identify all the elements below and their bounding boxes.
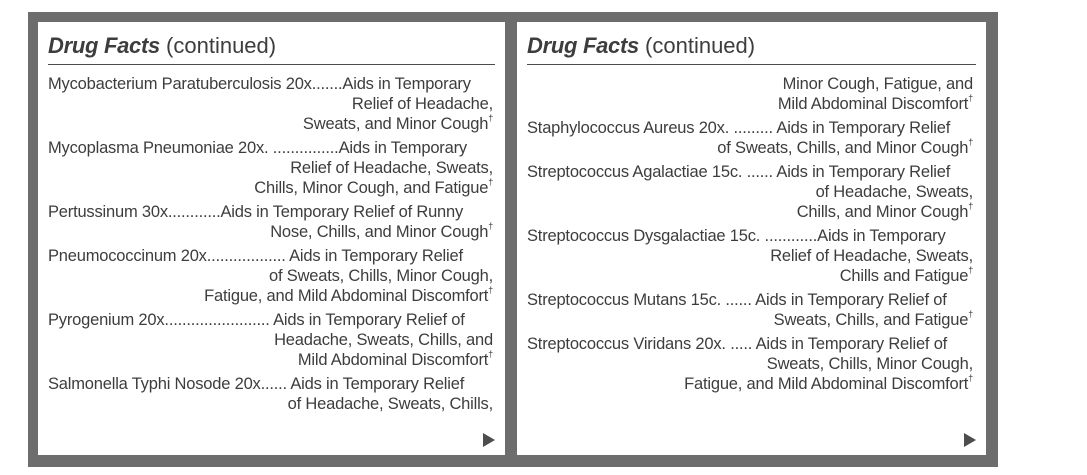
ingredient-line <box>48 286 493 306</box>
ingredient-entry <box>48 246 505 306</box>
ingredient-line-text: Sweats, Chills, and Fatigue <box>773 311 969 329</box>
ingredient-line-text: Sweats, and Minor Cough <box>302 115 489 133</box>
ingredient-line <box>48 350 493 370</box>
ingredient-line: Pneumococcinum 20x.................. Aids in Temporary Relief <box>48 247 463 265</box>
ingredient-line <box>48 330 493 350</box>
ingredient-list <box>48 74 505 418</box>
ingredient-line-text: Chills and Fatigue <box>839 267 969 285</box>
ingredient-line-text: Chills, and Minor Cough <box>796 203 969 221</box>
ingredient-line-text: Relief of Headache, Sweats, <box>290 159 493 177</box>
ingredient-line <box>527 374 973 394</box>
ingredient-line: Streptococcus Viridans 20x. ..... Aids in Temporary Relief of <box>527 335 948 353</box>
ingredient-line-text: Relief of Headache, Sweats, <box>770 247 973 265</box>
drug-facts-frame <box>28 12 998 467</box>
ingredient-entry <box>48 202 505 242</box>
dagger-footnote-mark: † <box>968 265 973 275</box>
panel-title-bold: Drug Facts <box>48 33 160 58</box>
dagger-footnote-mark: † <box>488 221 493 231</box>
ingredient-line <box>48 178 493 198</box>
ingredient-line <box>527 266 973 286</box>
ingredient-entry <box>527 290 986 330</box>
panel-title-rest: (continued) <box>638 33 756 58</box>
ingredient-line-text: Nose, Chills, and Minor Cough <box>270 223 489 241</box>
ingredient-line: Mycobacterium Paratuberculosis 20x.......Aids in Temporary <box>48 75 471 93</box>
ingredient-line-text: of Headache, Sweats, <box>815 183 973 201</box>
ingredient-entry <box>48 74 505 134</box>
ingredient-line-text: Mild Abdominal Discomfort <box>777 95 969 113</box>
dagger-footnote-mark: † <box>968 93 973 103</box>
ingredient-line <box>527 74 973 94</box>
ingredient-line <box>48 158 493 178</box>
dagger-footnote-mark: † <box>488 349 493 359</box>
panel-title <box>527 28 976 65</box>
ingredient-entry <box>48 374 505 414</box>
ingredient-entry <box>48 310 505 370</box>
ingredient-line-text: Relief of Headache, <box>351 95 493 113</box>
ingredient-line: Salmonella Typhi Nosode 20x...... Aids in Temporary Relief <box>48 375 465 393</box>
ingredient-line <box>48 266 493 286</box>
ingredient-entry <box>527 226 986 286</box>
ingredient-line <box>527 246 973 266</box>
ingredient-line-text: Sweats, Chills, Minor Cough, <box>766 355 973 373</box>
ingredient-line-text: of Sweats, Chills, and Minor Cough <box>717 139 969 157</box>
ingredient-line <box>48 114 493 134</box>
ingredient-line: Streptococcus Agalactiae 15c. ...... Aids in Temporary Relief <box>527 163 951 181</box>
ingredient-line-text: Fatigue, and Mild Abdominal Discomfort <box>684 375 969 393</box>
ingredient-line-text: Headache, Sweats, Chills, and <box>274 331 493 349</box>
ingredient-list <box>527 74 986 398</box>
ingredient-line: Streptococcus Dysgalactiae 15c. ............Aids in Temporary <box>527 227 946 245</box>
ingredient-line: Pertussinum 30x............Aids in Temporary Relief of Runny <box>48 203 464 221</box>
ingredient-line <box>48 222 493 242</box>
ingredient-line: Pyrogenium 20x........................ Aids in Temporary Relief of <box>48 311 465 329</box>
ingredient-line: Staphylococcus Aureus 20x. ......... Aids in Temporary Relief <box>527 119 951 137</box>
panel-title <box>48 28 495 65</box>
dagger-footnote-mark: † <box>488 113 493 123</box>
ingredient-entry <box>527 118 986 158</box>
ingredient-line-text: of Sweats, Chills, Minor Cough, <box>269 267 493 285</box>
ingredient-entry <box>48 138 505 198</box>
panel-title-rest: (continued) <box>159 33 277 58</box>
dagger-footnote-mark: † <box>488 285 493 295</box>
ingredient-line-text: Chills, Minor Cough, and Fatigue <box>254 179 489 197</box>
ingredient-entry <box>527 162 986 222</box>
dagger-footnote-mark: † <box>968 309 973 319</box>
ingredient-entry <box>527 334 986 394</box>
ingredient-line <box>527 138 973 158</box>
dagger-footnote-mark: † <box>968 137 973 147</box>
dagger-footnote-mark: † <box>488 177 493 187</box>
panel-title-bold: Drug Facts <box>527 33 639 58</box>
ingredient-line <box>527 182 973 202</box>
drug-facts-panel-left <box>38 22 505 455</box>
ingredient-line-text: Minor Cough, Fatigue, and <box>782 75 973 93</box>
ingredient-line <box>527 94 973 114</box>
ingredient-line <box>527 310 973 330</box>
ingredient-line <box>48 94 493 114</box>
drug-facts-panel-right <box>517 22 986 455</box>
ingredient-line <box>48 394 493 414</box>
dagger-footnote-mark: † <box>968 201 973 211</box>
ingredient-line-text: of Headache, Sweats, Chills, <box>287 395 493 413</box>
continue-arrow-icon <box>964 433 976 447</box>
ingredient-line-text: Fatigue, and Mild Abdominal Discomfort <box>204 287 489 305</box>
ingredient-line: Mycoplasma Pneumoniae 20x. ...............Aids in Temporary <box>48 139 467 157</box>
ingredient-line-text: Mild Abdominal Discomfort <box>297 351 489 369</box>
ingredient-entry <box>527 74 986 114</box>
ingredient-line <box>527 202 973 222</box>
continue-arrow-icon <box>483 433 495 447</box>
ingredient-line: Streptococcus Mutans 15c. ...... Aids in Temporary Relief of <box>527 291 947 309</box>
ingredient-line <box>527 354 973 374</box>
dagger-footnote-mark: † <box>968 373 973 383</box>
